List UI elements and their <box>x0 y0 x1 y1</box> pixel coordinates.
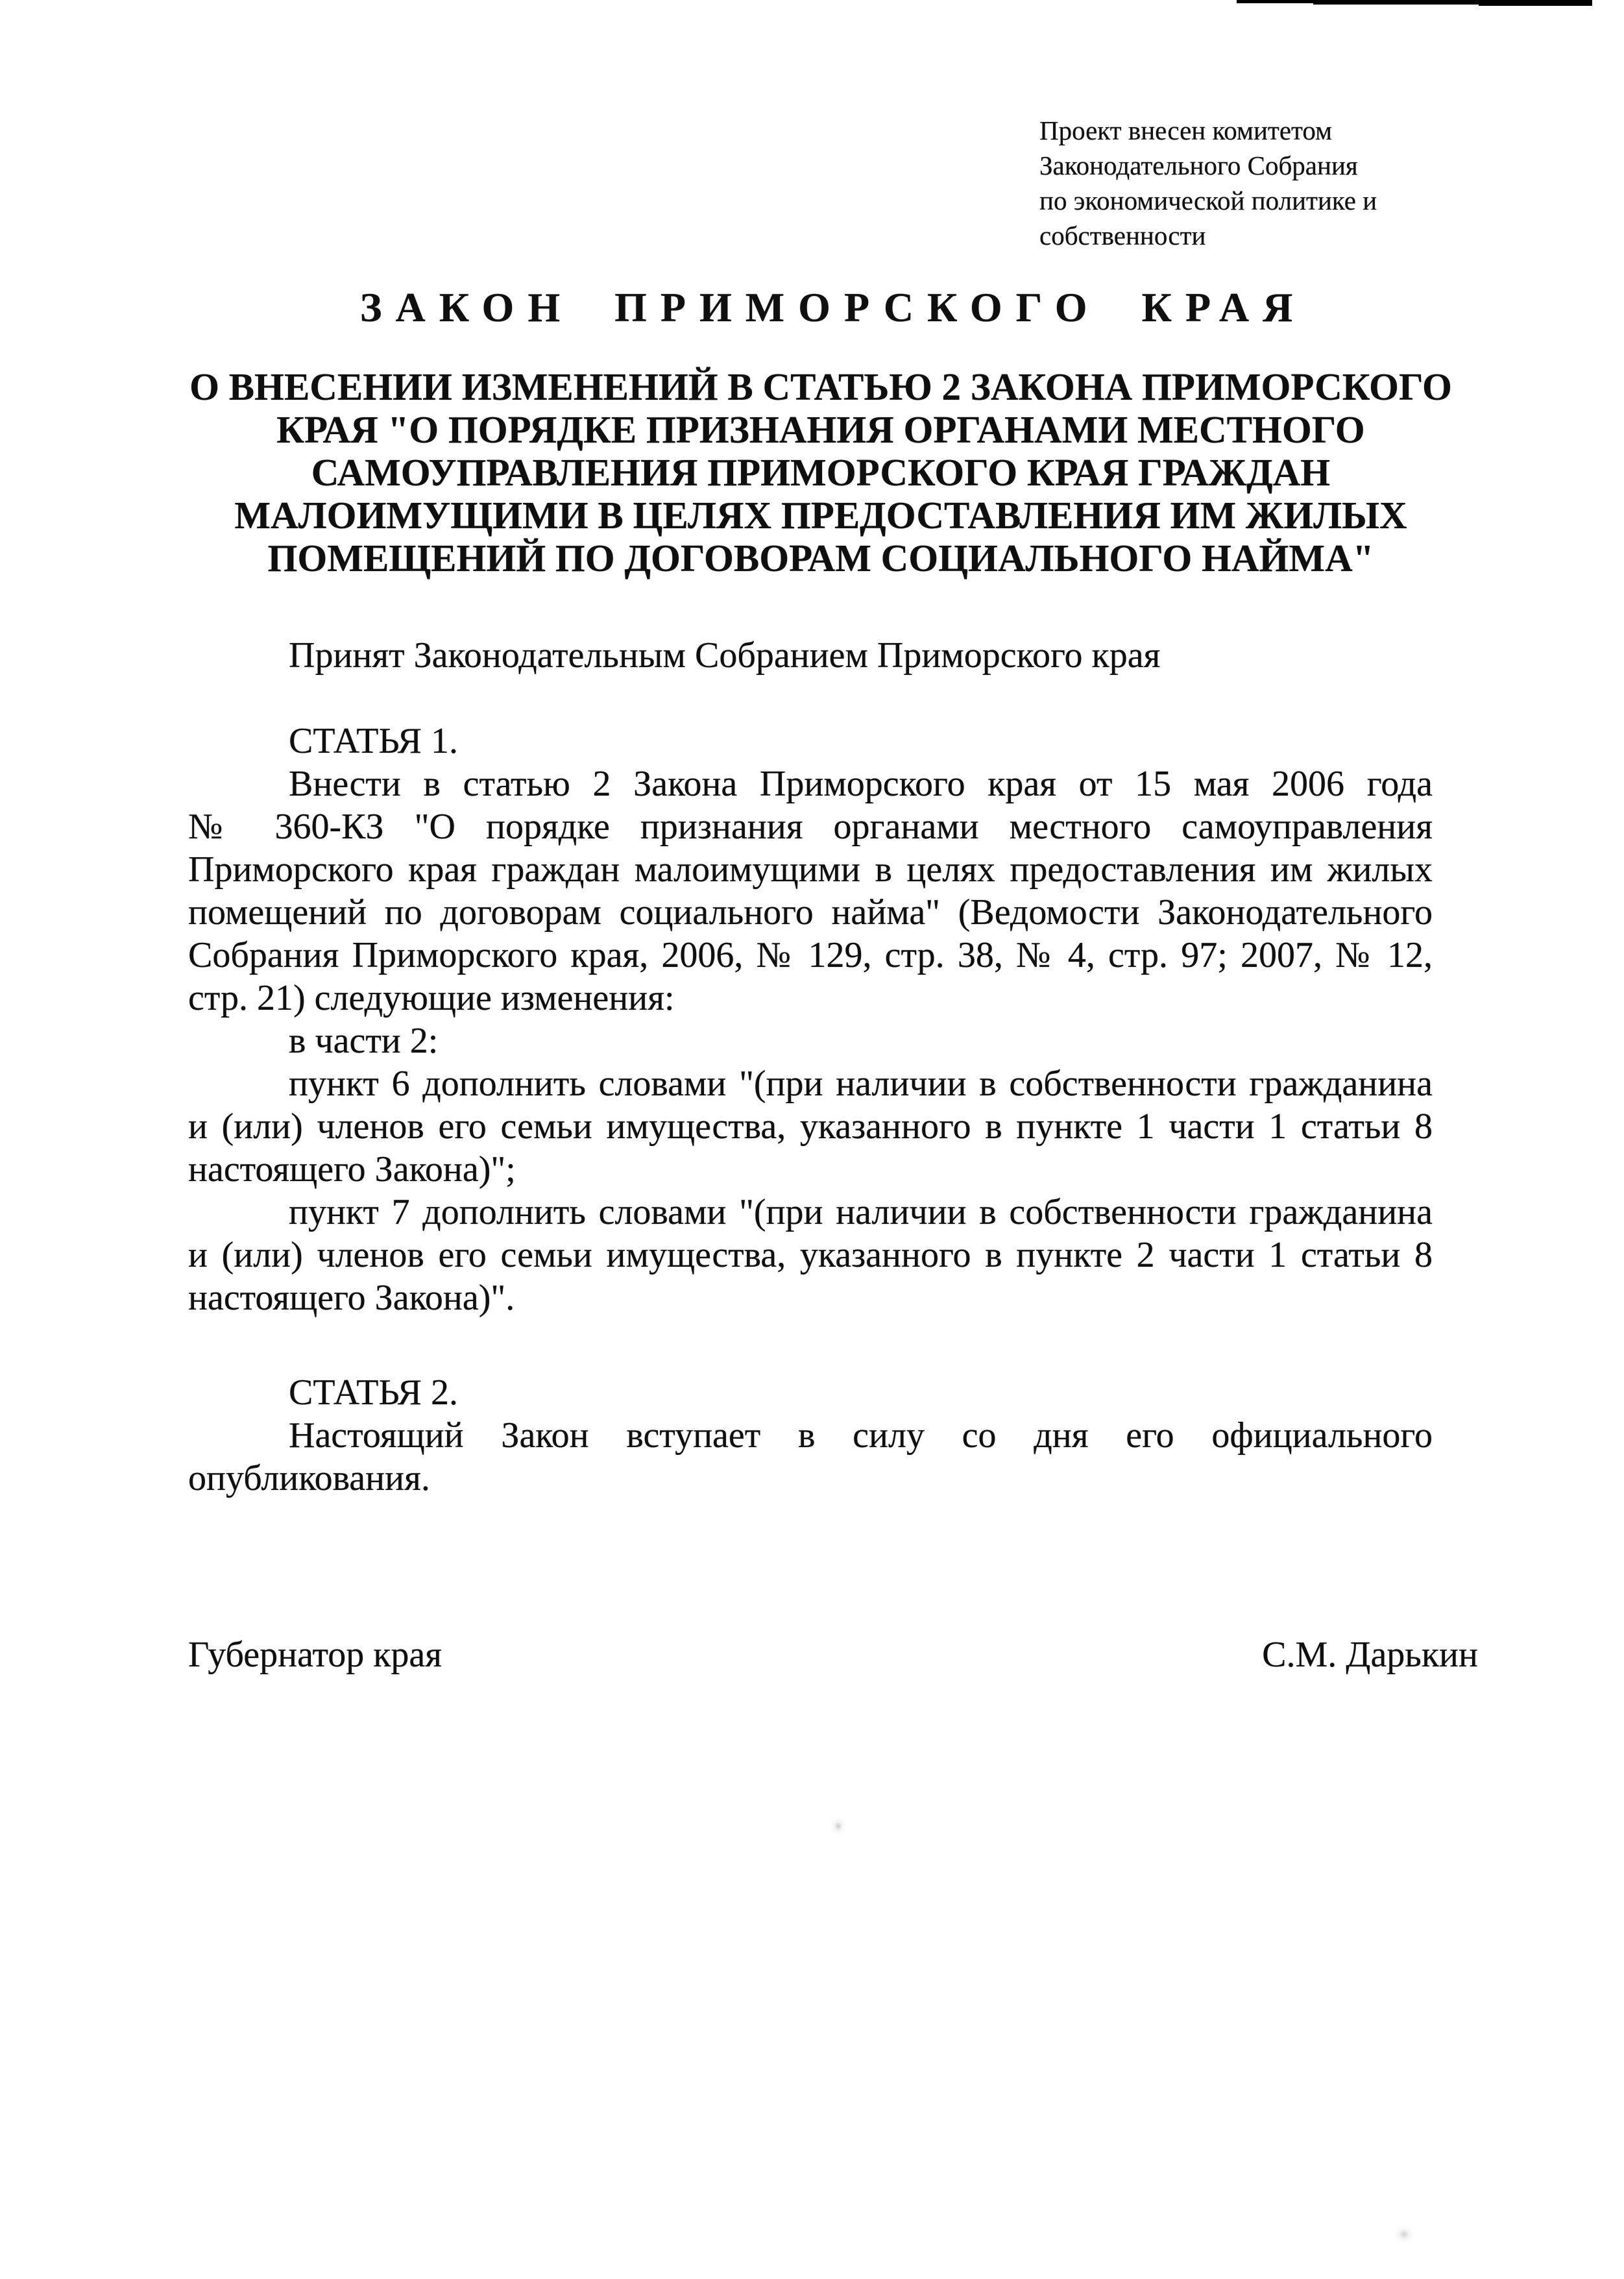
text-line: настоящего Закона)". <box>188 1278 515 1318</box>
text-line: О ВНЕСЕНИИ ИЗМЕНЕНИЙ В СТАТЬЮ 2 ЗАКОНА ПРИМОРСКОГО <box>189 365 1452 408</box>
text-line: Настоящий Закон вступает в силу со дня его официального <box>289 1415 1433 1456</box>
text-line: МАЛОИМУЩИМИ В ЦЕЛЯХ ПРЕДОСТАВЛЕНИЯ ИМ ЖИЛЫХ <box>234 494 1407 537</box>
article-2-heading: СТАТЬЯ 2. <box>289 1372 459 1413</box>
text-line: настоящего Закона)"; <box>188 1149 516 1189</box>
article-1-paragraph-1 <box>188 762 1433 1019</box>
law-subtitle <box>104 365 1538 579</box>
text-line: и (или) членов его семьи имущества, указанного в пункте 2 части 1 статьи 8 <box>188 1235 1433 1275</box>
text-line: № 360-КЗ "О порядке признания органами местного самоуправления <box>188 807 1433 847</box>
text-line: собственности <box>1039 221 1206 250</box>
text-line: по экономической политике и <box>1039 186 1377 215</box>
text-line: Приморского края граждан малоимущими в целях предоставления им жилых <box>188 849 1433 890</box>
text-line: Законодательного Собрания <box>1039 151 1358 180</box>
article-2-paragraph-1 <box>188 1414 1433 1500</box>
adopted-line: Принят Законодательным Собранием Приморского края <box>289 635 1161 676</box>
text-line: Собрания Приморского края, 2006, № 129, стр. 38, № 4, стр. 97; 2007, № 12, <box>188 935 1433 975</box>
text-line: Проект внесен комитетом <box>1039 116 1333 145</box>
text-line: ПОМЕЩЕНИЙ ПО ДОГОВОРАМ СОЦИАЛЬНОГО НАЙМА" <box>267 537 1374 579</box>
scan-artifact-bar <box>1237 0 1592 3</box>
text-line: помещений по договорам социального найма" (Ведомости Законодательного <box>188 892 1433 932</box>
scan-speck <box>1394 2224 1414 2244</box>
signature-name: С.М. Дарькин <box>1262 1635 1478 1675</box>
text-line: пункт 6 дополнить словами "(при наличии в собственности гражданина <box>289 1064 1433 1104</box>
text-line: опубликования. <box>188 1458 430 1498</box>
article-1-heading: СТАТЬЯ 1. <box>289 721 459 761</box>
article-1-paragraph-2: в части 2: <box>289 1021 439 1061</box>
signature-row <box>188 1633 1478 1676</box>
text-line: КРАЯ "О ПОРЯДКЕ ПРИЗНАНИЯ ОРГАНАМИ МЕСТНОГО <box>276 408 1365 451</box>
text-line: стр. 21) следующие изменения: <box>188 978 675 1018</box>
text-line: САМОУПРАВЛЕНИЯ ПРИМОРСКОГО КРАЯ ГРАЖДАН <box>311 451 1331 494</box>
text-line: и (или) членов его семьи имущества, указанного в пункте 1 части 1 статьи 8 <box>188 1106 1433 1147</box>
signature-role: Губернатор края <box>188 1635 442 1675</box>
article-1-paragraph-3 <box>188 1062 1433 1191</box>
text-line: Внести в статью 2 Закона Приморского края от 15 мая 2006 года <box>289 764 1433 804</box>
article-1-paragraph-4 <box>188 1191 1433 1319</box>
law-title: ЗАКОН ПРИМОРСКОГО КРАЯ <box>359 284 1307 330</box>
scan-speck <box>830 1817 846 1835</box>
intro-note <box>1039 113 1533 253</box>
text-line: пункт 7 дополнить словами "(при наличии в собственности гражданина <box>289 1192 1433 1232</box>
